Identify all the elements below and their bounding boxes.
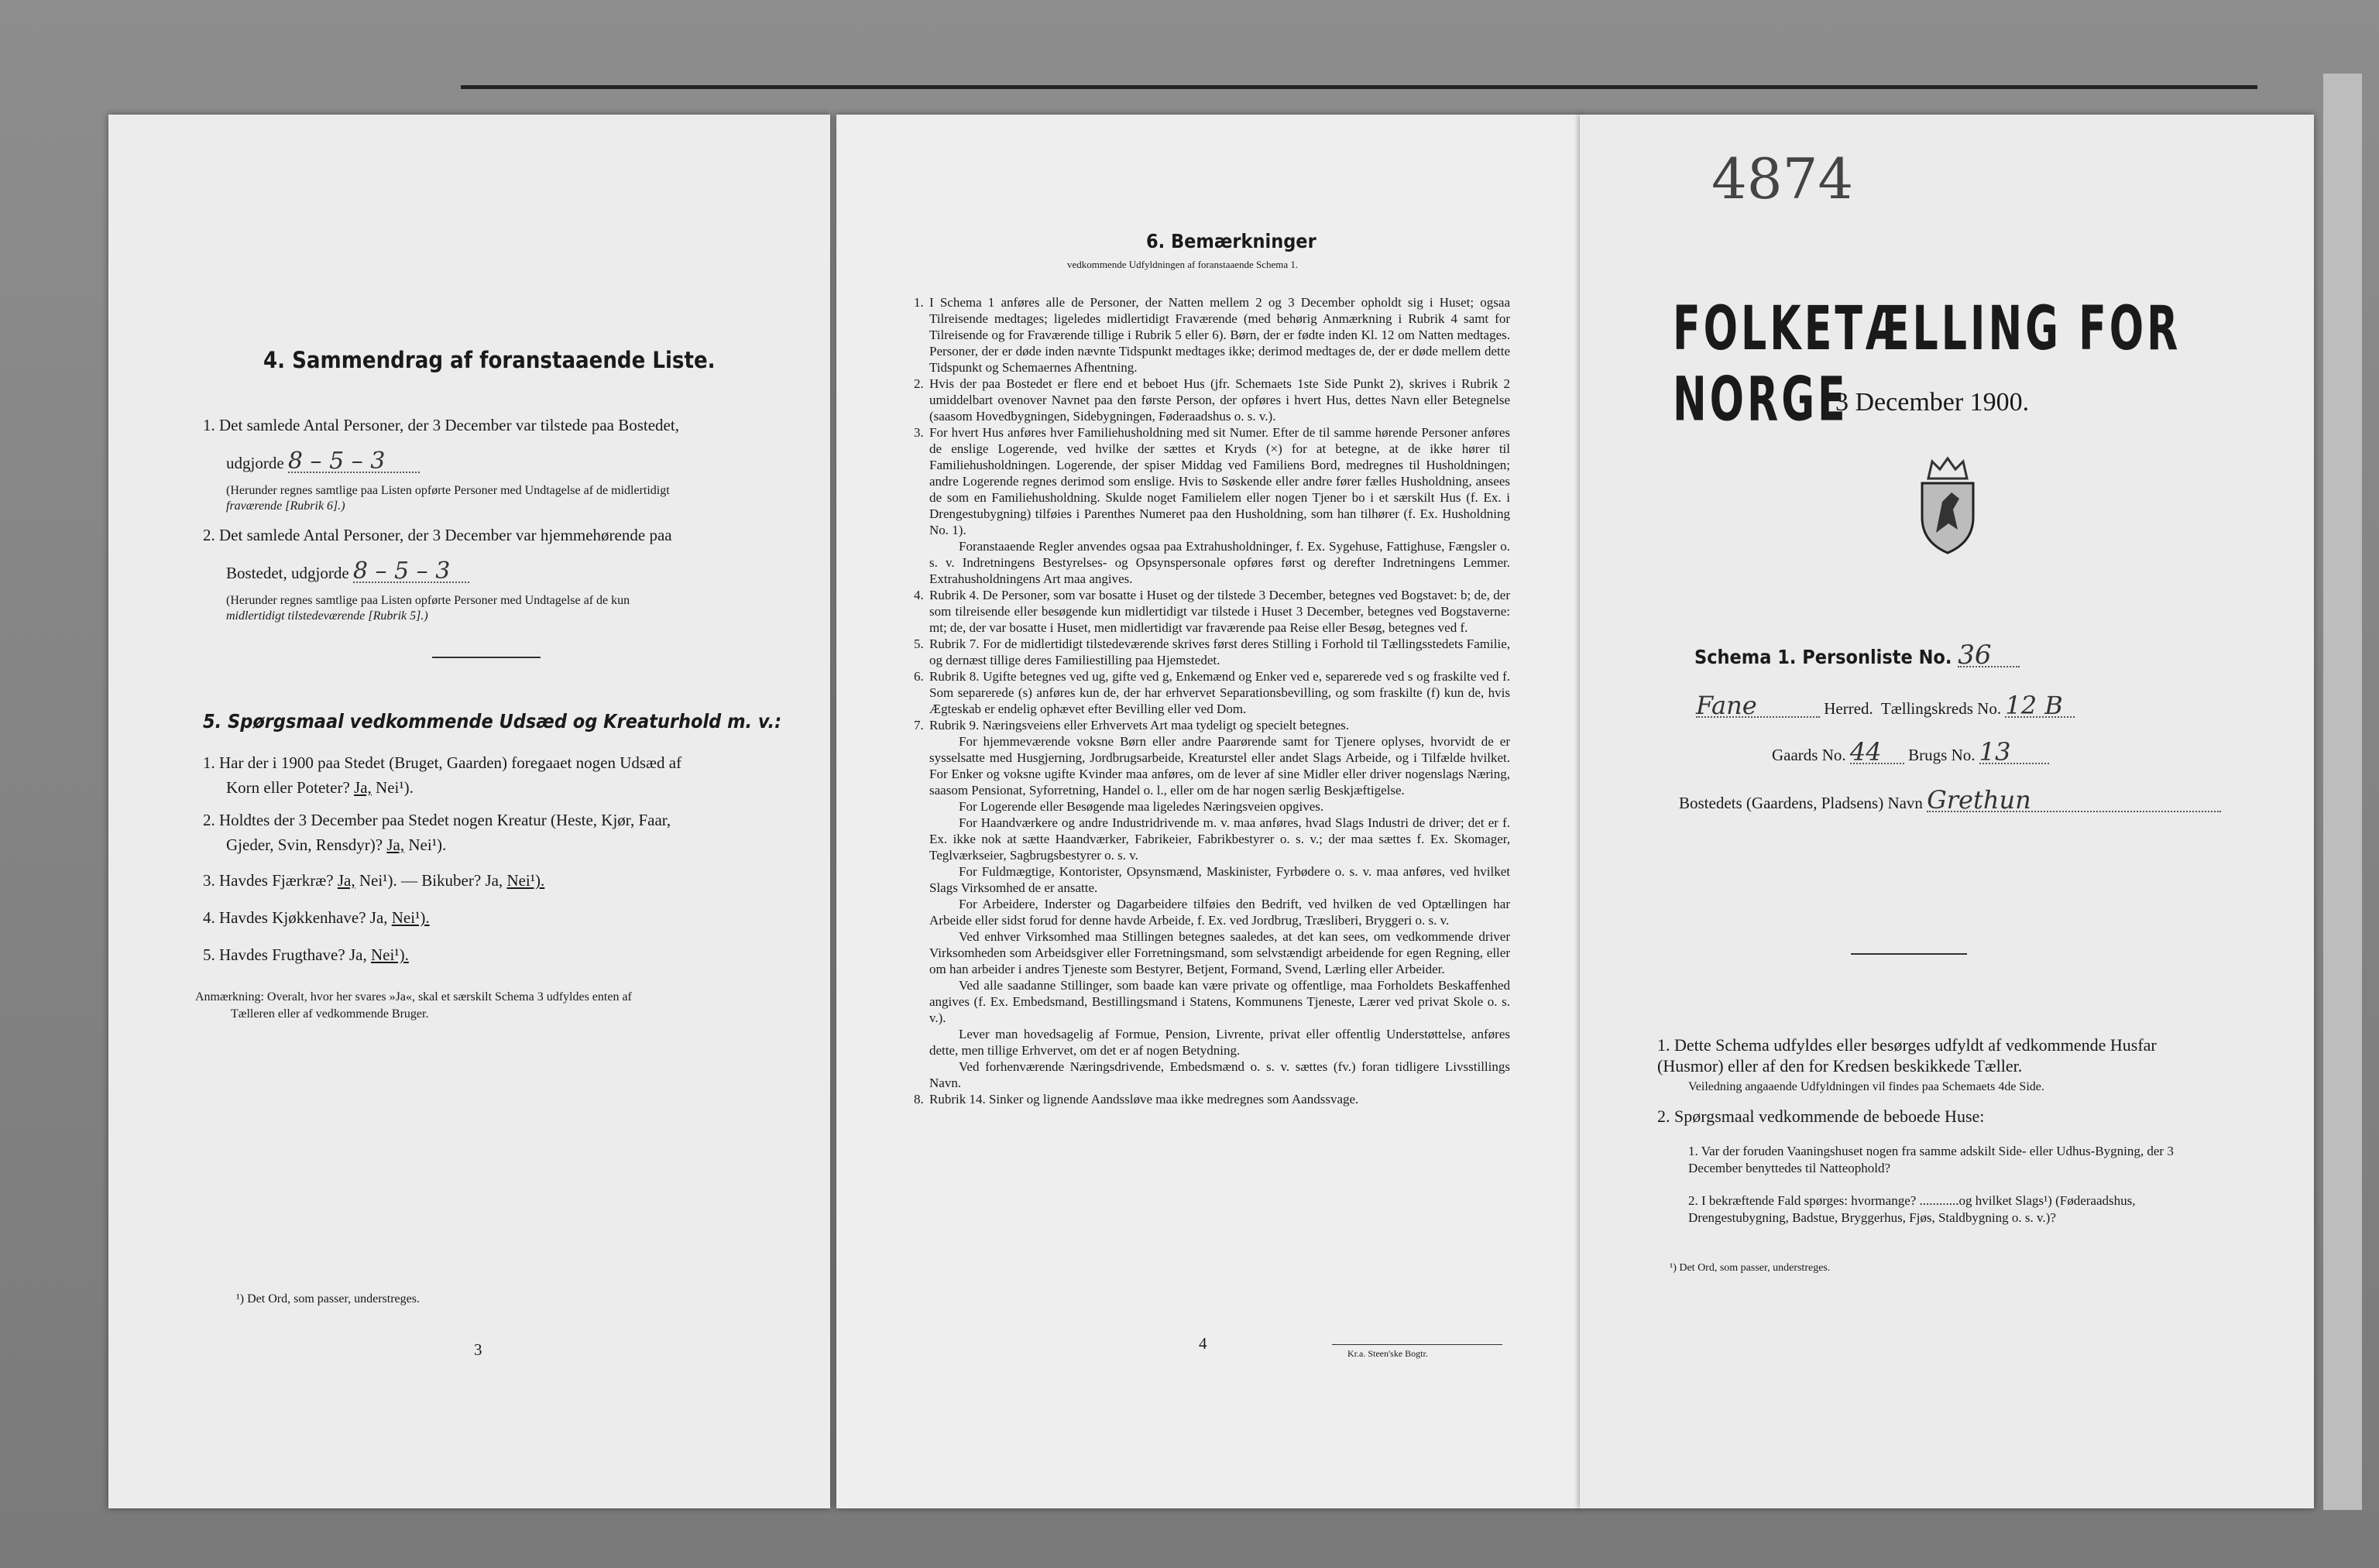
- archive-number: 4874: [1711, 146, 1854, 211]
- remark-paragraph: Foranstaaende Regler anvendes ogsaa paa Extrahusholdninger, f. Ex. Sygehuse, Fattighuse, Fængsler o. s. v. Indretningens Bestyrelses- og Opsynspersonale opføres først og derefter Indretningens Lemmer. Extrahusholdningens Art maa angives.: [929, 539, 1510, 586]
- s5-q3b-ja: Ja,: [485, 871, 503, 890]
- section-5-title: 5. Spørgsmaal vedkommende Udsæd og Kreaturhold m. v.:: [203, 710, 782, 733]
- s5-q3-ja: Ja,: [337, 871, 355, 890]
- q1-text: 1. Det samlede Antal Personer, der 3 December var tilstede paa Bostedet,: [203, 416, 679, 434]
- remark-line-2: Tælleren eller af vedkommende Bruger.: [231, 1007, 429, 1021]
- instruction-2-1: 1. Var der foruden Vaaningshuset nogen fra samme adskilt Side- eller Udhus-Bygning, der 3 December benyttedes til Natteophold?: [1688, 1144, 2174, 1175]
- remark-paragraph: For Logerende eller Besøgende maa ligeledes Næringsveien opgives.: [959, 799, 1324, 814]
- page-4: [836, 115, 1581, 1508]
- archive-card-edge: [2323, 74, 2362, 1510]
- remark-paragraph: Ved alle saadanne Stillinger, som baade kan være private og offentlige, maa Forholdets Beskaffenhed angives (f. Ex. Embedsmand, Bestillingsmand i Statens, Kommunens Tjeneste, Lærer ved privat Skole o. s. v.).: [929, 978, 1510, 1025]
- q2-note-2: midlertidigt tilstedeværende [Rubrik 5].): [226, 609, 428, 623]
- s5-q5-nei: Nei¹).: [370, 945, 409, 964]
- s5-q4-ja: Ja,: [369, 908, 388, 927]
- remark-paragraph: 2. Hvis der paa Bostedet er flere end et beboet Hus (jfr. Schemaets 1ste Side Punkt 2), skrives i Rubrik 2 umiddelbart ovenover Navnet paa den første Person, der opføres i hvert Hus, dettes Navn eller Betegnelse (saasom Hovedbygningen, Sidebygningen, Føderaadshus o. s. v.).: [914, 376, 1510, 424]
- q2-handwritten-value: 8 – 5 – 3: [353, 561, 469, 583]
- s5-q5: 5. Havdes Frugthave? Ja, Nei¹).: [203, 945, 409, 964]
- s5-q2-nei: Nei¹).: [408, 835, 447, 854]
- q2-note-1: (Herunder regnes samtlige paa Listen opførte Personer med Undtagelse af de kun: [226, 594, 630, 607]
- remarks-title: 6. Bemærkninger: [1146, 230, 1317, 252]
- remark-paragraph: Lever man hovedsagelig af Formue, Pension, Livrente, privat eller offentlig Understøttelse, anføres dette, men tillige Erhvervet, om det er af nogen Betydning.: [929, 1027, 1510, 1058]
- instruction-1-note: Veiledning angaaende Udfyldningen vil findes paa Schemaets 4de Side.: [1688, 1080, 2044, 1093]
- instruction-1: 1. Dette Schema udfyldes eller besørges udfyldt af vedkommende Husfar (Husmor) eller af den for Kredsen beskikkede Tæller.: [1657, 1035, 2157, 1076]
- s5-q4: 4. Havdes Kjøkkenhave? Ja, Nei¹).: [203, 908, 430, 927]
- ornament-divider: [1851, 953, 1967, 955]
- page-number: 3: [474, 1340, 482, 1359]
- printer-imprint: Kr.a. Steen'ske Bogtr.: [1347, 1348, 1428, 1359]
- s5-q2-ja: Ja,: [386, 835, 405, 854]
- remarks-subtitle: vedkommende Udfyldningen af foranstaaende Schema 1.: [1067, 259, 1299, 270]
- s5-q3: 3. Havdes Fjærkræ? Ja, Nei¹). — Bikuber? Ja, Nei¹).: [203, 871, 545, 890]
- footnote: ¹) Det Ord, som passer, understreges.: [236, 1292, 420, 1306]
- form-date: 3 December 1900.: [1835, 388, 2030, 417]
- remark-paragraph: Ved enhver Virksomhed maa Stillingen betegnes saaledes, at det kan sees, om vedkommende driver Virksomheden som Arbeidsgiver eller Forretningsmand, som selvstændigt arbeidende for egen Regning, eller om han arbeider i andres Tjeneste som Bestyrer, Betjent, Formand, Svend, Lærling eller Arbeider.: [929, 929, 1510, 976]
- s5-q2-line2: Gjeder, Svin, Rensdyr)? Ja, Nei¹).: [226, 835, 447, 854]
- gaards-row: Gaards No. 44 Brugs No. 13: [1772, 742, 2049, 766]
- s5-q3b-nei: Nei¹).: [506, 871, 545, 890]
- q1-handwritten-value: 8 – 5 – 3: [288, 451, 420, 473]
- remark-paragraph: 5. Rubrik 7. For de midlertidigt tilstedeværende skrives først deres Stilling i Forhold til Tællingsstedets Familie, og dernæst tillige deres Familiestilling paa Hjemstedet.: [914, 636, 1510, 667]
- s5-q2-text: 2. Holdtes der 3 December paa Stedet nogen Kreatur (Heste, Kjør, Faar,: [203, 811, 671, 829]
- page-number: 4: [1199, 1334, 1207, 1353]
- remark-paragraph: Ved forhenværende Næringsdrivende, Embedsmænd o. s. v. sættes (fv.) foran tidligere Livsstillings Navn.: [929, 1059, 1510, 1090]
- s5-q1-line2: Korn eller Poteter? Ja, Nei¹).: [226, 778, 414, 797]
- divider: [432, 657, 541, 658]
- kreds-value: 12 B: [2005, 695, 2075, 718]
- remark-paragraph: 1. I Schema 1 anføres alle de Personer, der Natten mellem 2 og 3 December opholdt sig i Huset; ogsaa Tilreisende medtages; ligeledes midlertidigt Fraværende (med behørig Anmærkning i Rubrik 4 samt for Tilreisende og for Fraværende tillige i Rubrik 5 eller 6). Børn, der er fødte inden Kl. 12 om Natten medtages. Personer, der er døde inden nævnte Tidspunkt medtages ikke; derimod medtages de, der er døde mellem dette Tidspunkt og Schemaernes Afhentning.: [914, 295, 1510, 375]
- brugs-value: 13: [1979, 742, 2049, 764]
- instruction-2: 2. Spørgsmaal vedkommende de beboede Huse:: [1657, 1107, 1985, 1126]
- herred-row: Fane Herred. Tællingskreds No. 12 B: [1696, 695, 2075, 719]
- remark-paragraph: 4. Rubrik 4. De Personer, som var bosatte i Huset og der tilstede 3 December, betegnes ved Bogstavet: b; de, der som tilreisende eller besøgende kun midlertidigt var tilstede i Huset 3 December, betegnes ved Bogstaverne: mt; de, der var bosatte i Huset, men midlertidigt var fraværende paa Reise eller Besøg, betegnes ved f.: [914, 588, 1510, 635]
- page-3: [108, 115, 830, 1508]
- remark-paragraph: 8. Rubrik 14. Sinker og lignende Aandssløve maa ikke medregnes som Aandssvage.: [914, 1092, 1359, 1107]
- q2-text: 2. Det samlede Antal Personer, der 3 December var hjemmehørende paa: [203, 526, 672, 544]
- remark-paragraph: For hjemmeværende voksne Børn eller andre Paarørende samt for Tjenere oplyses, hvorvidt de er sysselsatte med Husgjerning, Jordbrugsarbeide, Kreaturstel eller andet Slags Arbeide, og i Tilfælde hvilket. For Enker og voksne ugifte Kvinder maa anføres, om de lever af sine Midler eller driver nogenslags Næring, saasom Pensionat, Syforretning, Handel o. l., eller om de har nogen særlig Beskjæftigelse.: [929, 734, 1510, 798]
- gaards-value: 44: [1850, 742, 1904, 764]
- remark-line-1: Anmærkning: Overalt, hvor her svares »Ja«, skal et særskilt Schema 3 udfyldes enten af: [195, 990, 632, 1004]
- s5-q1-nei: Nei¹).: [376, 778, 414, 797]
- s5-q1-text: 1. Har der i 1900 paa Stedet (Bruget, Gaarden) foregaaet nogen Udsæd af: [203, 753, 682, 772]
- q2-label: Bostedet, udgjorde 8 – 5 – 3: [226, 561, 469, 584]
- schema-number-value: 36: [1958, 645, 2020, 667]
- page-1: [1580, 115, 2314, 1508]
- s5-q4-nei: Nei¹).: [391, 908, 430, 927]
- herred-value: Fane: [1696, 695, 1820, 718]
- remark-paragraph: For Haandværkere og andre Industridrivende m. v. maa anføres, hvad Slags Industri de driver; det er f. Ex. ikke nok at sætte Haandværker, Fabrikeier, Fabrikbestyrer o. s. v.; der maa sættes f. Ex. Skomager, Teglværkseier, Sagbrugsbestyrer o. s. v.: [929, 815, 1510, 863]
- form-title: FOLKETÆLLING FOR NORGE: [1673, 293, 2182, 435]
- remark-paragraph: 7. Rubrik 9. Næringsveiens eller Erhvervets Art maa tydeligt og specielt betegnes.: [914, 718, 1349, 733]
- remark-paragraph: 6. Rubrik 8. Ugifte betegnes ved ug, gifte ved g, Enkemænd og Enker ved e, separerede ved s og fraskilte ved f. Som separerede (s) anføres kun de, der har erhvervet Separationsbevilling, og som fraskilte (f) kun de, hvis Ægteskab er endelig ophævet efter Bevilling eller ved Dom.: [914, 669, 1510, 716]
- instruction-2-2: 2. I bekræftende Fald spørges: hvormange? ............og hvilket Slags¹) (Føderaadshus, Drengestubygning, Badstue, Bryggerhus, Fjøs, Staldbygning o. s. v.)?: [1688, 1193, 2136, 1225]
- bosted-row: Bostedets (Gaardens, Pladsens) Navn Grethun: [1679, 790, 2221, 814]
- section-4-title: 4. Sammendrag af foranstaaende Liste.: [263, 347, 716, 373]
- q1-label: udgjorde 8 – 5 – 3: [226, 451, 420, 474]
- remarks-body: [914, 294, 1510, 1107]
- footnote: ¹) Det Ord, som passer, understreges.: [1670, 1262, 1831, 1274]
- bosted-value: Grethun: [1927, 790, 2221, 812]
- norway-coat-of-arms-icon: [1913, 455, 1982, 556]
- q1-note-2: fraværende [Rubrik 6].): [226, 499, 345, 513]
- remark-paragraph: For Arbeidere, Inderster og Dagarbeidere tilføies den Bedrift, ved hvilken de ved Optællingen har Arbeide eller sidst forud for denne havde Arbeide, f. Ex. ved Jordbrug, Træsliberi, Bryggeri o. s. v.: [929, 897, 1510, 928]
- s5-q3-nei: Nei¹).: [359, 871, 397, 890]
- s5-q5-ja: Ja,: [348, 945, 367, 964]
- remark-paragraph: For Fuldmægtige, Kontorister, Opsynsmænd, Maskinister, Fyrbødere o. s. v. maa anføres, ved hvilket Slags Virksomhed de er ansatte.: [929, 864, 1510, 895]
- s5-q1-ja: Ja,: [354, 778, 372, 797]
- archive-edge-line: [461, 85, 2257, 89]
- printer-rule: [1332, 1344, 1502, 1345]
- q1-note-1: (Herunder regnes samtlige paa Listen opførte Personer med Undtagelse af de midlertidigt: [226, 484, 670, 497]
- remark-paragraph: 3. For hvert Hus anføres hver Familiehusholdning med sit Numer. Efter de til samme hørende Personer anføres de enslige Logerende, ved hvilke der sættes et Kryds (×) for at betegne, at de ikke hører til Familiehusholdningen. Logerende, der spiser Middag ved Familiens Bord, medregnes til Husholdningen; andre Logerende regnes derimod som enslige. Hvis to Søskende eller andre fører fælles Husholdning, ansees de som en Familiehusholdning. Skulde noget Familielem eller nogen Tjener bo i et særskilt Hus (f. Ex. i Drengestubygning) tilføies i Parenthes Numeret paa den Husholdning, som han tilhører (f. Ex. Husholdning No. 1).: [914, 425, 1510, 537]
- schema-label: Schema 1. Personliste No. 36: [1694, 645, 2020, 667]
